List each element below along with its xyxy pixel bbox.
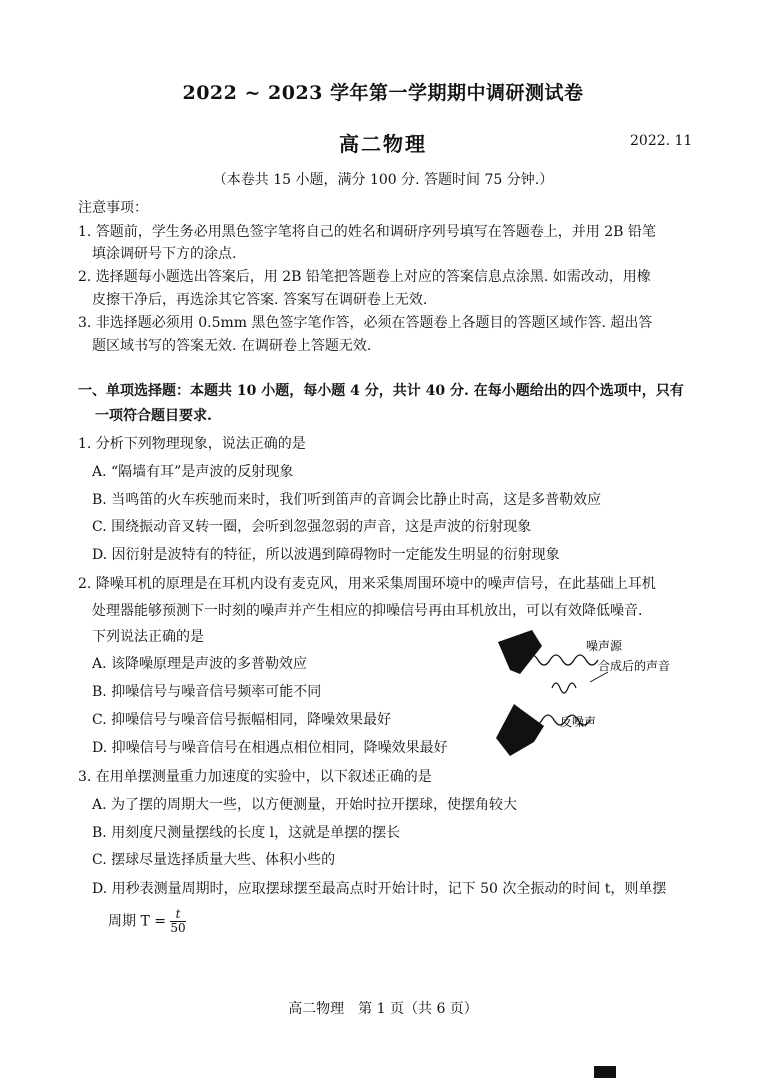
section-heading-cont: 一项符合题目要求.	[95, 408, 212, 424]
anti-noise-label: 反噪声	[560, 715, 597, 729]
notice-heading: 注意事项：	[78, 200, 148, 216]
q1-option-b: B. 当鸣笛的火车疾驰而来时，我们听到笛声的音调会比静止时高，这是多普勒效应	[92, 492, 602, 508]
notice-item: 1. 答题前，学生务必用黑色签字笔将自己的姓名和调研序列号填写在答题卷上，并用 2B 铅笔	[78, 224, 656, 240]
question-1-stem: 1. 分析下列物理现象，说法正确的是	[78, 436, 306, 452]
fraction-numerator: t	[170, 908, 185, 922]
combined-wave	[552, 683, 576, 693]
formula-prefix: 周期 T =	[108, 913, 171, 930]
noise-cancel-figure	[490, 630, 700, 760]
notice-item: 2. 选择题每小题选出答案后，用 2B 铅笔把答题卷上对应的答案信息点涂黑. 如需改动，用橡	[78, 269, 651, 285]
exam-date: 2022. 11	[630, 133, 693, 149]
q2-option-d: D. 抑噪信号与噪音信号在相遇点相位相同，降噪效果最好	[92, 740, 448, 756]
notice-item: 3. 非选择题必须用 0.5mm 黑色签字笔作答，必须在答题卷上各题目的答题区域作答. 超出答	[78, 315, 653, 331]
q2-option-a: A. 该降噪原理是声波的多普勒效应	[92, 656, 308, 672]
combined-sound-label: 合成后的声音	[598, 659, 671, 673]
noise-cancel-diagram	[490, 630, 700, 760]
scan-mark	[594, 1066, 616, 1078]
q1-option-a: A. “隔墙有耳”是声波的反射现象	[92, 464, 294, 480]
section-heading: 一、单项选择题：本题共 10 小题，每小题 4 分，共计 40 分. 在每小题给出的四个选项中，只有	[78, 383, 684, 399]
exam-scope: （本卷共 15 小题，满分 100 分. 答题时间 75 分钟.）	[212, 172, 554, 188]
page-footer: 高二物理 第 1 页（共 6 页）	[288, 1001, 478, 1017]
notice-item: 填涂调研号下方的涂点.	[92, 246, 237, 262]
q3-option-b: B. 用刻度尺测量摆线的长度 l，这就是单摆的摆长	[92, 825, 401, 841]
noise-source-label: 噪声源	[586, 639, 623, 653]
q1-option-d: D. 因衍射是波特有的特征，所以波遇到障碍物时一定能发生明显的衍射现象	[92, 547, 560, 563]
anti-noise-speaker	[496, 704, 544, 756]
question-3-stem: 3. 在用单摆测量重力加速度的实验中，以下叙述正确的是	[78, 769, 432, 785]
fraction-denominator: 50	[170, 921, 186, 935]
q3-option-d-formula	[108, 908, 186, 935]
q2-option-b: B. 抑噪信号与噪音信号频率可能不同	[92, 684, 322, 700]
question-2-stem-cont: 下列说法正确的是	[92, 629, 204, 645]
notice-item: 皮擦干净后，再选涂其它答案. 答案写在调研卷上无效.	[92, 292, 428, 308]
question-2-stem-cont: 处理器能够预测下一时刻的噪声并产生相应的抑噪信号再由耳机放出，可以有效降低噪音.	[92, 603, 643, 619]
q3-option-a: A. 为了摆的周期大一些，以方便测量，开始时拉开摆球，使摆角较大	[92, 797, 518, 813]
fraction	[170, 908, 185, 935]
noise-wave	[526, 655, 598, 665]
q3-option-c: C. 摆球尽量选择质量大些、体积小些的	[92, 852, 336, 868]
q2-option-c: C. 抑噪信号与噪音信号振幅相同，降噪效果最好	[92, 712, 392, 728]
q3-option-d: D. 用秒表测量周期时，应取摆球摆至最高点时开始计时，记下 50 次全振动的时间 t，则单摆	[92, 881, 667, 897]
question-2-stem: 2. 降噪耳机的原理是在耳机内设有麦克风，用来采集周围环境中的噪声信号，在此基础上耳机	[78, 576, 656, 592]
exam-title: 2022 ~ 2023 学年第一学期期中调研测试卷	[182, 82, 584, 104]
q1-option-c: C. 围绕振动音叉转一圈，会听到忽强忽弱的声音，这是声波的衍射现象	[92, 519, 532, 535]
noise-source-speaker	[498, 630, 542, 674]
notice-item: 题区域书写的答案无效. 在调研卷上答题无效.	[92, 338, 372, 354]
subject-title: 高二物理	[339, 132, 427, 156]
